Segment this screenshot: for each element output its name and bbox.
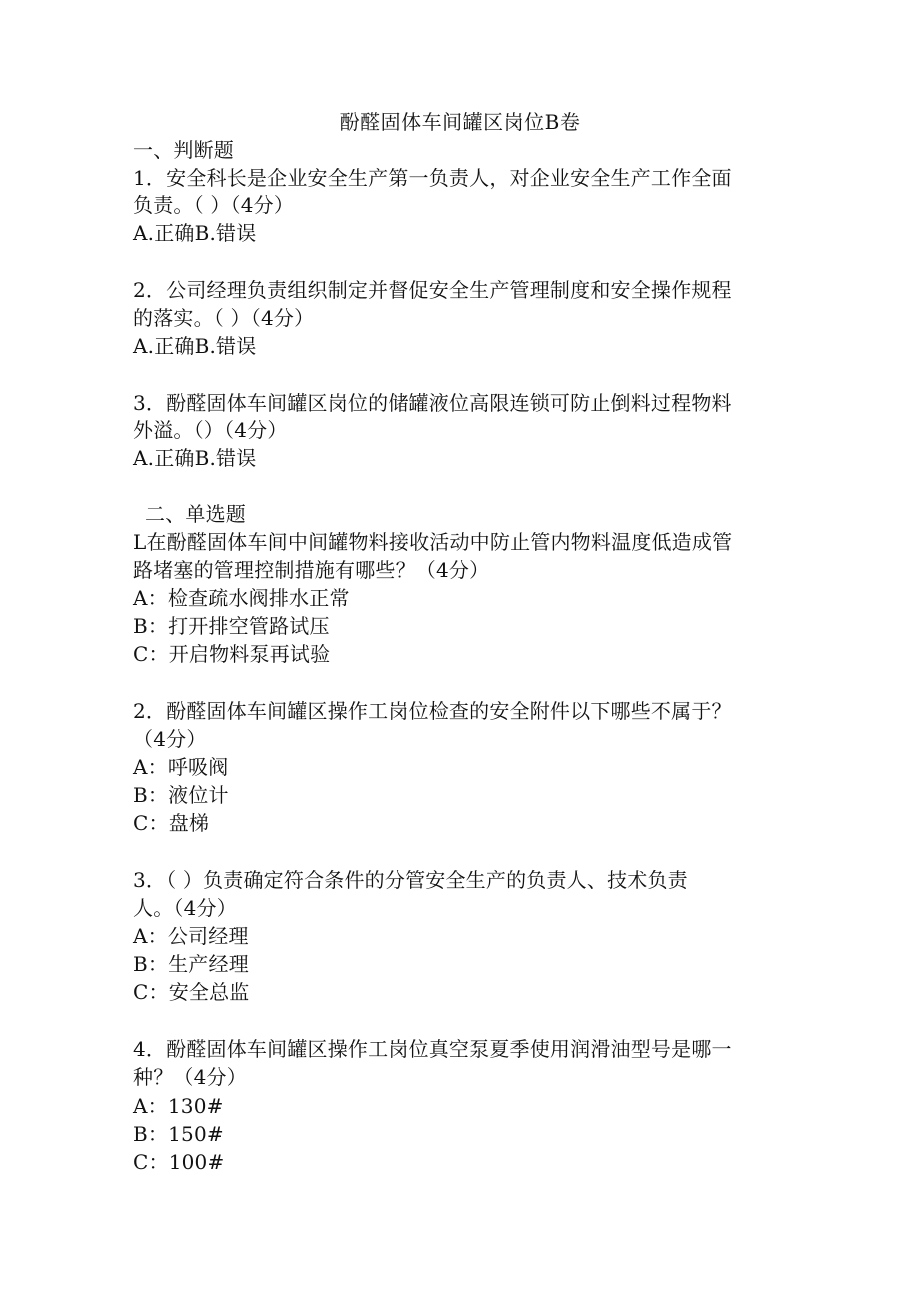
choice-question-2-line-2: （4分） bbox=[133, 727, 207, 751]
choice-question-4-option-c: C：100# bbox=[133, 1150, 225, 1174]
choice-question-3-option-b: B：生产经理 bbox=[133, 952, 249, 976]
question-3-options: A.正确B.错误 bbox=[133, 446, 257, 470]
section-heading-judgement: 一、判断题 bbox=[133, 138, 234, 162]
choice-question-3-line-2: 人。（4分） bbox=[133, 896, 237, 920]
choice-question-1-line-1: L在酚醛固体车间中间罐物料接收活动中防止管内物料温度低造成管 bbox=[133, 530, 733, 554]
question-2-line-1: 2．公司经理负责组织制定并督促安全生产管理制度和安全操作规程 bbox=[133, 278, 732, 302]
question-2-line-2: 的落实。（ ）（4分） bbox=[133, 306, 315, 330]
page-title: 酚醛固体车间罐区岗位B卷 bbox=[339, 110, 581, 134]
question-3-line-1: 3．酚醛固体车间罐区岗位的储罐液位高限连锁可防止倒料过程物料 bbox=[133, 391, 732, 415]
choice-question-2-option-a: A：呼吸阀 bbox=[133, 755, 229, 779]
choice-question-1-line-2: 路堵塞的管理控制措施有哪些？（4分） bbox=[133, 558, 490, 582]
choice-question-4-option-a: A：130# bbox=[133, 1094, 224, 1118]
choice-question-3-option-a: A：公司经理 bbox=[133, 924, 249, 948]
question-1-line-2: 负责。（ ）（4分） bbox=[133, 193, 295, 217]
choice-question-2-line-1: 2．酚醛固体车间罐区操作工岗位检查的安全附件以下哪些不属于？ bbox=[133, 699, 732, 723]
question-2-options: A.正确B.错误 bbox=[133, 334, 257, 358]
choice-question-3-line-1: 3．（ ）负责确定符合条件的分管安全生产的负责人、技术负责 bbox=[133, 868, 688, 892]
question-1-line-1: 1．安全科长是企业安全生产第一负责人，对企业安全生产工作全面 bbox=[133, 166, 732, 190]
choice-question-4-line-1: 4．酚醛固体车间罐区操作工岗位真空泵夏季使用润滑油型号是哪一 bbox=[133, 1037, 732, 1061]
choice-question-1-option-c: C：开启物料泵再试验 bbox=[133, 642, 331, 666]
choice-question-4-option-b: B：150# bbox=[133, 1122, 224, 1146]
question-1-options: A.正确B.错误 bbox=[133, 221, 257, 245]
choice-question-3-option-c: C：安全总监 bbox=[133, 980, 250, 1004]
question-3-line-2: 外溢。（）（4分） bbox=[133, 418, 288, 442]
choice-question-2-option-c: C：盘梯 bbox=[133, 811, 210, 835]
choice-question-2-option-b: B：液位计 bbox=[133, 783, 229, 807]
choice-question-1-option-b: B：打开排空管路试压 bbox=[133, 614, 330, 638]
choice-question-1-option-a: A：检查疏水阀排水正常 bbox=[133, 586, 350, 610]
choice-question-4-line-2: 种？（4分） bbox=[133, 1065, 247, 1089]
section-heading-single-choice: 二、单选题 bbox=[145, 502, 246, 526]
